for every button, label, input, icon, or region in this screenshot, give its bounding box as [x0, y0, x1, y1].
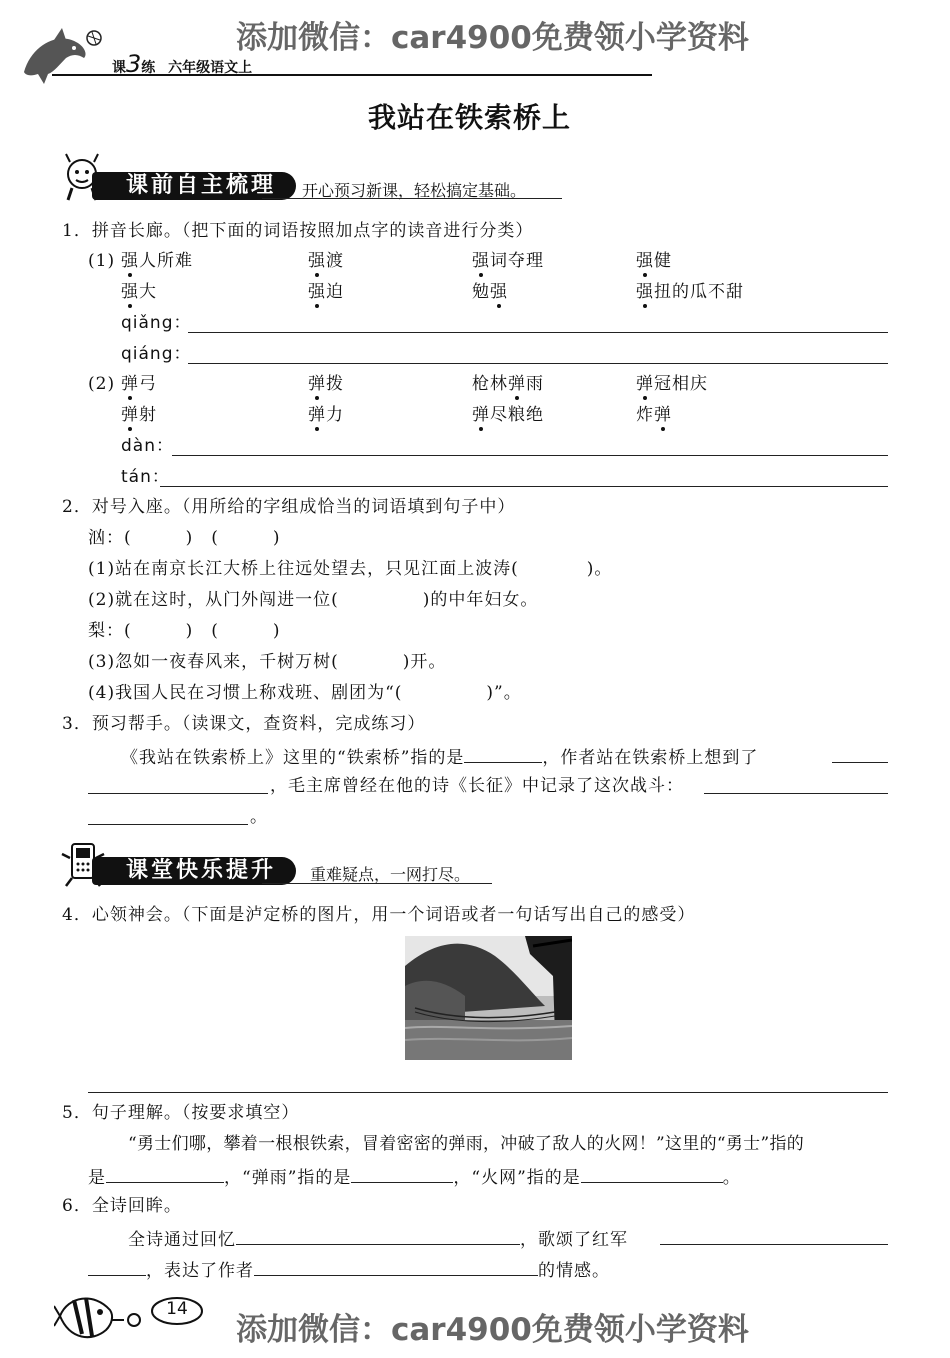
answer-blank[interactable]: [464, 744, 542, 763]
pinyin-label: tán：: [121, 467, 170, 487]
practice-label: 练: [141, 60, 156, 76]
sentence-text: )”。: [486, 683, 522, 703]
pinyin-label: dàn：: [121, 436, 174, 456]
answer-line[interactable]: [88, 1092, 888, 1093]
luding-bridge-photo: [405, 936, 572, 1060]
q4-heading: 4．心领神会。（下面是泸定桥的图片，用一个词语或者一句话写出自己的感受）: [62, 905, 696, 925]
q6-text: 全诗通过回忆: [128, 1230, 236, 1250]
lesson-label: 课: [112, 60, 126, 76]
q6-text: ，歌颂了红军: [520, 1230, 628, 1250]
answer-line[interactable]: [660, 1244, 888, 1245]
q2-sentence-2: [88, 589, 538, 611]
q3-text: ，作者站在铁索桥上想到了: [542, 748, 759, 768]
answer-line[interactable]: [188, 363, 888, 364]
fish-icon: [54, 1290, 150, 1344]
word-item: 弹尽粮绝: [472, 405, 544, 425]
word-item: 勉强: [472, 282, 508, 302]
word-item: 强词夺理: [472, 251, 544, 271]
word-item: 强健: [636, 251, 672, 271]
q6-line-1: [128, 1226, 628, 1251]
answer-blank[interactable]: [581, 1164, 723, 1183]
answer-blank[interactable]: [88, 1257, 146, 1276]
word-item: 强人所难: [121, 251, 193, 271]
q1-group2-label: (2): [88, 374, 116, 394]
q5-text: 。: [722, 1168, 741, 1188]
answer-blank[interactable]: [351, 1164, 453, 1183]
page-title: 我站在铁索桥上: [368, 101, 572, 134]
word-item: 弹拨: [308, 374, 344, 394]
section-subtitle-preview: 开心预习新课，轻松搞定基础。: [302, 181, 527, 200]
answer-line[interactable]: [160, 486, 888, 487]
answer-line[interactable]: [704, 793, 888, 794]
section-underline: [262, 883, 492, 884]
sentence-text: (4)我国人民在习惯上称戏班、剧团为“(: [88, 683, 403, 703]
q5-quote: “勇士们哪，攀着一根根铁索，冒着密密的弹雨，冲破了敌人的火网！”这里的“勇士”指的: [128, 1134, 805, 1154]
q2-char2: 梨：( ) ( ): [88, 621, 281, 641]
section-subtitle-class: 重难疑点，一网打尽。: [310, 865, 471, 884]
sentence-text: )。: [586, 559, 613, 579]
q6-text: ，表达了作者: [146, 1261, 254, 1281]
sentence-text: (3)忽如一夜春风来，千树万树(: [88, 652, 339, 672]
q2-sentence-4: [88, 682, 522, 704]
watermark-top: 添加微信：car4900免费领小学资料: [236, 20, 749, 56]
lesson-tag: [112, 50, 252, 78]
q5-line-2: [88, 1164, 741, 1189]
word-item: 弹力: [308, 405, 344, 425]
answer-blank[interactable]: [106, 1164, 224, 1183]
q6-heading: 6．全诗回眸。: [62, 1196, 182, 1216]
q5-heading: 5．句子理解。（按要求填空）: [62, 1103, 300, 1123]
q1-heading: 1．拼音长廊。（把下面的词语按照加点字的读音进行分类）: [62, 221, 534, 241]
section-underline: [262, 198, 562, 199]
q3-line-2: ，毛主席曾经在他的诗《长征》中记录了这次战斗：: [270, 776, 684, 796]
q2-sentence-1: [88, 558, 612, 580]
sentence-text: (2)就在这时，从门外闯进一位(: [88, 590, 339, 610]
page-number: 14: [166, 1299, 188, 1319]
word-item: 强迫: [308, 282, 344, 302]
q5-text: ，“弹雨”指的是: [224, 1168, 352, 1188]
word-item: 弹弓: [121, 374, 157, 394]
word-item: 强大: [121, 282, 157, 302]
dolphin-icon: [14, 24, 104, 86]
answer-line[interactable]: [88, 793, 268, 794]
answer-line[interactable]: [832, 762, 888, 763]
pinyin-label: qiǎng：: [121, 313, 192, 333]
word-item: 炸弹: [636, 405, 672, 425]
q1-group1-label: (1): [88, 251, 116, 271]
q2-sentence-3: [88, 651, 446, 673]
answer-line[interactable]: [88, 824, 248, 825]
q3-line-1: [121, 744, 758, 769]
answer-blank[interactable]: [236, 1226, 520, 1245]
pinyin-label: qiáng：: [121, 344, 192, 364]
q3-heading: 3．预习帮手。（读课文，查资料，完成练习）: [62, 714, 426, 734]
q6-text: 的情感。: [538, 1261, 610, 1281]
sentence-text: (1)站在南京长江大桥上往远处望去，只见江面上波涛(: [88, 559, 519, 579]
word-item: 弹射: [121, 405, 157, 425]
answer-line[interactable]: [172, 455, 888, 456]
q3-text: 《我站在铁索桥上》这里的“铁索桥”指的是: [121, 748, 465, 768]
q3-end: 。: [250, 807, 268, 827]
q2-char1: 汹：( ) ( ): [88, 528, 281, 548]
lesson-number: 3: [126, 50, 142, 78]
sentence-text: )开。: [402, 652, 447, 672]
q6-line-2: [88, 1257, 610, 1282]
word-item: 弹冠相庆: [636, 374, 708, 394]
watermark-bottom: 添加微信：car4900免费领小学资料: [236, 1312, 749, 1348]
answer-line[interactable]: [188, 332, 888, 333]
q2-heading: 2．对号入座。（用所给的字组成恰当的词语填到句子中）: [62, 497, 516, 517]
sentence-text: )的中年妇女。: [422, 590, 539, 610]
section-banner-preview: 课前自主梳理: [92, 172, 296, 200]
q5-text: ，“火网”指的是: [453, 1168, 581, 1188]
grade-label: 六年级语文上: [168, 60, 253, 76]
word-item: 强渡: [308, 251, 344, 271]
word-item: 枪林弹雨: [472, 374, 544, 394]
word-item: 强扭的瓜不甜: [636, 282, 744, 302]
answer-blank[interactable]: [254, 1257, 538, 1276]
q5-text: 是: [88, 1168, 106, 1188]
section-banner-class: 课堂快乐提升: [92, 857, 296, 885]
